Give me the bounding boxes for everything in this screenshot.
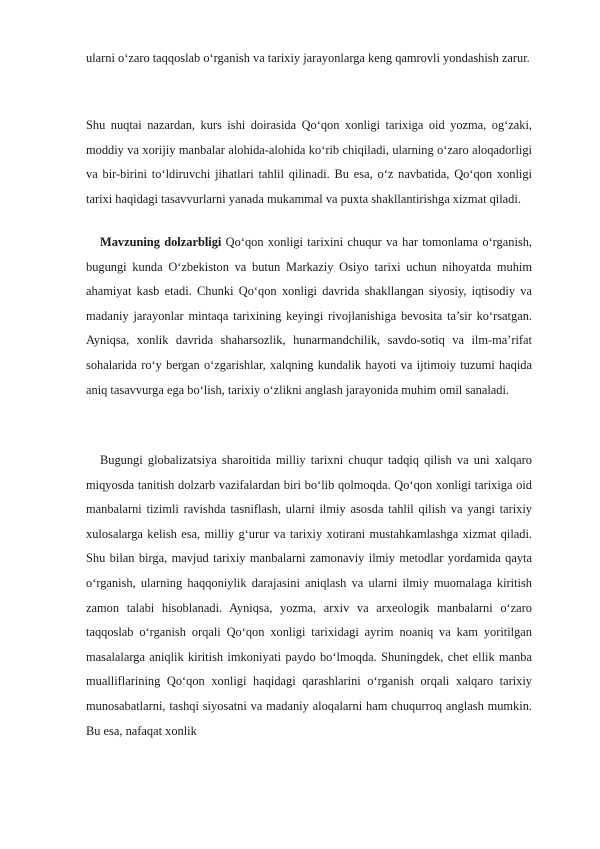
paragraph-relevance: [86, 230, 532, 402]
paragraph-3-text: Qo‘qon xonligi tarixini chuqur va har tomonlama o‘rganish, bugungi kunda O‘zbekiston va butun Markaziy Osiyo tarixi uchun nihoyatda muhim ahamiyat kasb etadi. Chunki Qo‘qon xonligi davrida shakllangan siyosiy, iqtisodiy va madaniy jarayonlar mintaqa tarixining keyingi rivojlanishiga bevosita ta’sir ko‘rsatgan. Ayniqsa, xonlik davrida shaharsozlik, hunarmandchilik, savdo-sotiq va ilm-ma’rifat sohalarida ro‘y bergan o‘zgarishlar, xalqning kundalik hayoti va ijtimoiy tuzumi haqida aniq tasavvurga ega bo‘lish, tarixiy o‘zlikni anglash jarayonida muhim omil sanaladi.: [86, 235, 532, 397]
paragraph-sources-overview: [86, 113, 532, 211]
paragraph-2-text: Shu nuqtai nazardan, kurs ishi doirasida Qo‘qon xonligi tarixiga oid yozma, og‘zaki, moddiy va xorijiy manbalar alohida-alohida ko‘rib chiqiladi, ularning o‘zaro aloqadorligi va bir-birini to‘ldiruvchi jihatlari tahlil qilinadi. Bu esa, o‘z navbatida, Qo‘qon xonligi tarixi haqidagi tasavvurlarni yanada mukammal va puxta shakllantirishga xizmat qiladi.: [86, 118, 532, 206]
paragraph-continuation: [86, 46, 532, 71]
paragraph-1-text: ularni o‘zaro taqqoslab o‘rganish va tarixiy jarayonlarga keng qamrovli yondashish zarur.: [86, 51, 530, 65]
paragraph-globalization: [86, 448, 532, 743]
relevance-heading: Mavzuning dolzarbligi: [100, 235, 222, 249]
paragraph-4-text: Bugungi globalizatsiya sharoitida milliy tarixni chuqur tadqiq qilish va uni xalqaro miqyosda tanitish dolzarb vazifalardan biri bo‘lib qolmoqda. Qo‘qon xonligi tarixiga oid manbalarni tizimli ravishda tasniflash, ularni ilmiy asosda tahlil qilish va yangi tarixiy xulosalarga kelish esa, milliy g‘urur va tarixiy xotirani mustahkamlashga xizmat qiladi. Shu bilan birga, mavjud tarixiy manbalarni zamonaviy ilmiy metodlar yordamida qayta o‘rganish, ularning haqqoniylik darajasini aniqlash va ularni ilmiy muomalaga kiritish zamon talabi hisoblanadi. Ayniqsa, yozma, arxiv va arxeologik manbalarni o‘zaro taqqoslab o‘rganish orqali Qo‘qon xonligi tarixidagi ayrim noaniq va kam yoritilgan masalalarga aniqlik kiritish imkoniyati paydo bo‘lmoqda. Shuningdek, chet ellik manba mualliflarining Qo‘qon xonligi haqidagi qarashlarini o‘rganish orqali xalqaro tarixiy munosabatlarni, tashqi siyosatni va madaniy aloqalarni ham chuqurroq anglash mumkin. Bu esa, nafaqat xonlik: [86, 453, 532, 738]
paragraph-3: [86, 230, 532, 402]
